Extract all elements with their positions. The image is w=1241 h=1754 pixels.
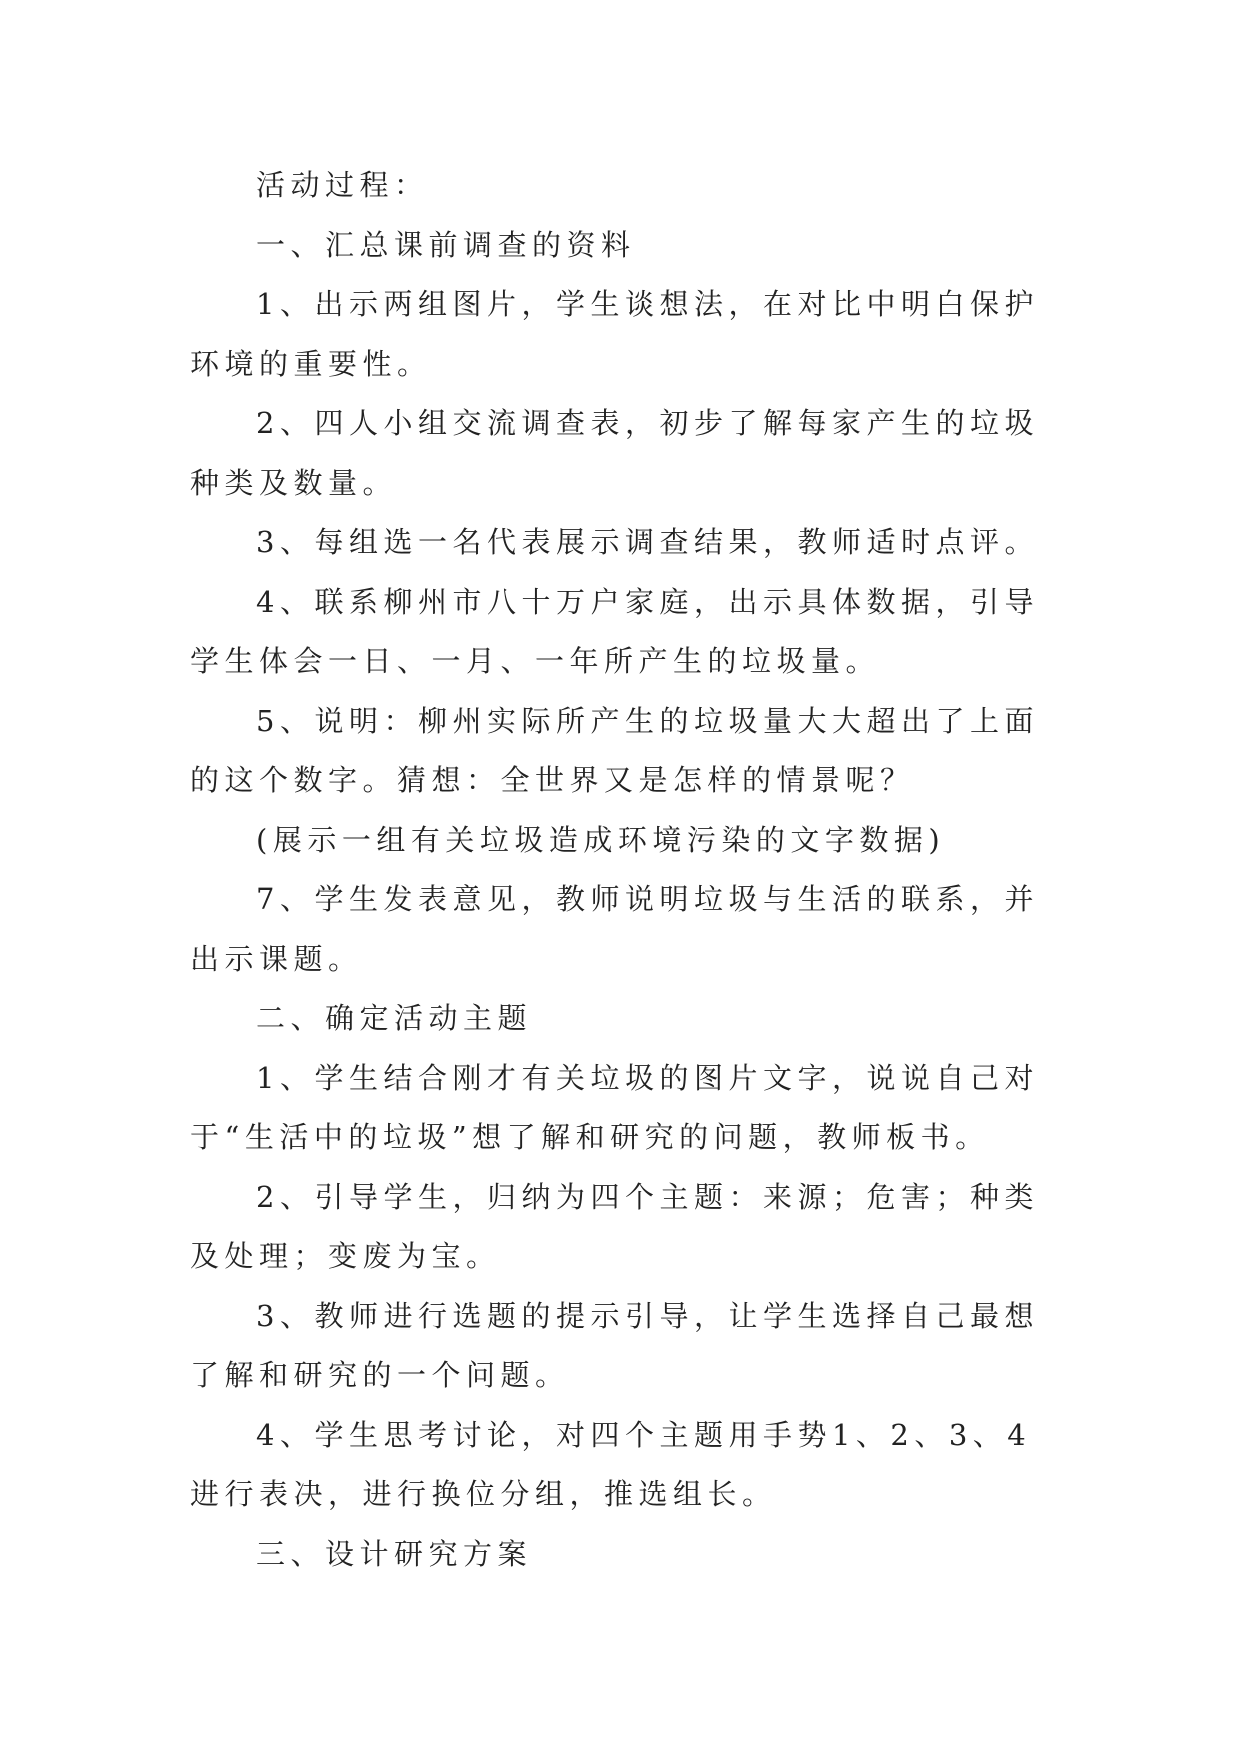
paragraph: 3、每组选一名代表展示调查结果，教师适时点评。 <box>256 525 1039 559</box>
paragraph: 1、学生结合刚才有关垃圾的图片文字，说说自己对于“生活中的垃圾”想了解和研究的问题，教师板书。 <box>190 1060 1039 1154</box>
document-body <box>190 156 1052 1584</box>
section-heading-2: 二、确定活动主题 <box>256 1001 533 1035</box>
section-heading-3: 三、设计研究方案 <box>256 1536 533 1571</box>
paragraph: 2、四人小组交流调查表，初步了解每家产生的垃圾种类及数量。 <box>190 406 1039 500</box>
paragraph: 1、出示两组图片，学生谈想法，在对比中明白保护环境的重要性。 <box>190 287 1039 381</box>
paragraph: 7、学生发表意见，教师说明垃圾与生活的联系，并出示课题。 <box>190 882 1039 976</box>
paragraph: 5、说明：柳州实际所产生的垃圾量大大超出了上面的这个数字。猜想：全世界又是怎样的情景呢？ <box>190 703 1039 797</box>
section-label-activity-process: 活动过程： <box>256 168 429 202</box>
paragraph: 4、联系柳州市八十万户家庭，出示具体数据，引导学生体会一日、一月、一年所产生的垃圾量。 <box>190 584 1039 678</box>
paragraph: 4、学生思考讨论，对四个主题用手势1、2、3、4进行表决，进行换位分组，推选组长。 <box>190 1417 1032 1511</box>
paragraph: 2、引导学生，归纳为四个主题：来源；危害；种类及处理；变废为宝。 <box>190 1179 1039 1273</box>
paragraph: 3、教师进行选题的提示引导，让学生选择自己最想了解和研究的一个问题。 <box>190 1298 1039 1392</box>
paragraph: (展示一组有关垃圾造成环境污染的文字数据) <box>256 822 946 857</box>
section-heading-1: 一、汇总课前调查的资料 <box>256 227 636 262</box>
